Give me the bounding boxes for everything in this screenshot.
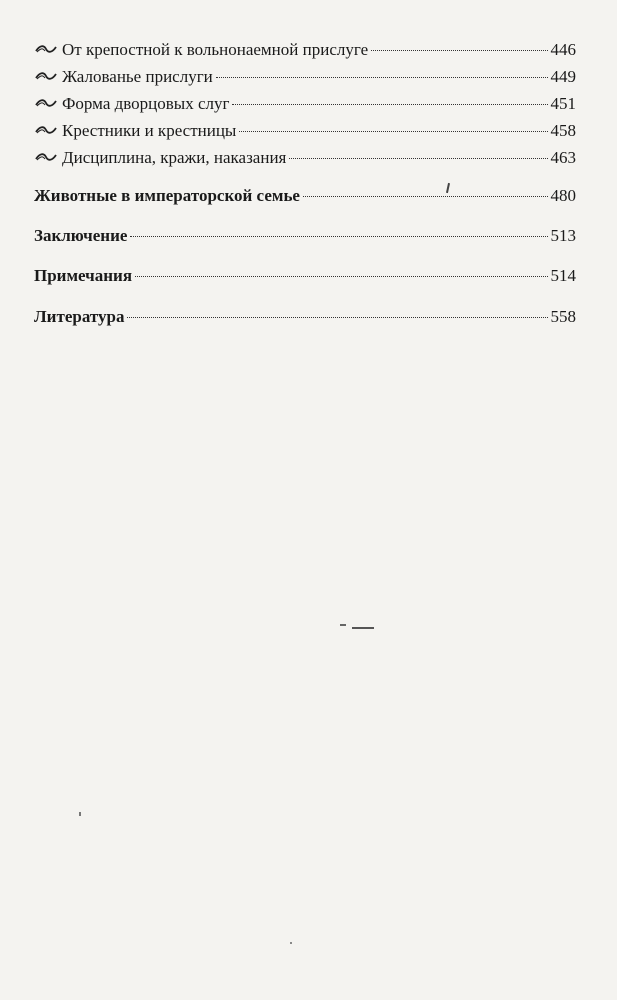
toc-entry-title: Примечания bbox=[34, 266, 133, 285]
ornamental-swash-icon bbox=[34, 124, 58, 136]
toc-sub-entry bbox=[34, 36, 576, 63]
scan-speck bbox=[290, 942, 292, 944]
toc-page-number: 449 bbox=[550, 67, 576, 86]
dot-leader bbox=[303, 196, 548, 197]
dot-leader bbox=[371, 50, 547, 51]
toc-sub-entry bbox=[34, 144, 576, 171]
ornamental-swash-icon bbox=[34, 70, 58, 82]
dot-leader bbox=[127, 317, 547, 318]
toc-major-entry bbox=[34, 225, 576, 247]
toc-page-number: 451 bbox=[550, 94, 576, 113]
ornamental-swash-icon bbox=[34, 97, 58, 109]
toc-major-entry bbox=[34, 306, 576, 328]
toc-entry-title: Жалованье прислуги bbox=[62, 67, 213, 86]
toc-page-number: 446 bbox=[550, 40, 576, 59]
toc-sub-entry bbox=[34, 90, 576, 117]
toc-entry-title: Форма дворцовых слуг bbox=[62, 94, 230, 113]
toc-entry-title: Животные в императорской семье bbox=[34, 186, 300, 205]
dot-leader bbox=[130, 236, 547, 237]
toc-entry-label bbox=[34, 36, 368, 63]
toc-entry-title: Заключение bbox=[34, 226, 128, 245]
dot-leader bbox=[239, 131, 547, 132]
toc-page-number: 480 bbox=[550, 186, 576, 205]
dot-leader bbox=[289, 158, 547, 159]
table-of-contents bbox=[34, 36, 576, 328]
toc-entry-label bbox=[34, 63, 213, 90]
dot-leader bbox=[135, 276, 547, 277]
toc-entry-title: Дисциплина, кражи, наказания bbox=[62, 148, 287, 167]
dot-leader bbox=[232, 104, 547, 105]
toc-entry-label bbox=[34, 144, 286, 171]
toc-page-number: 558 bbox=[550, 307, 576, 326]
ornamental-swash-icon bbox=[34, 43, 58, 55]
toc-sub-entry bbox=[34, 117, 576, 144]
scan-speck bbox=[79, 812, 81, 816]
toc-entry-label bbox=[34, 117, 236, 144]
toc-entry-title: От крепостной к вольнонаемной прислуге bbox=[62, 40, 369, 59]
scan-speck bbox=[352, 627, 374, 629]
toc-page-number: 513 bbox=[550, 226, 576, 245]
scan-speck bbox=[340, 624, 346, 626]
toc-page-number: 458 bbox=[550, 121, 576, 140]
toc-entry-label bbox=[34, 90, 229, 117]
toc-entry-title: Литература bbox=[34, 307, 125, 326]
toc-page-number: 514 bbox=[550, 266, 576, 285]
toc-entry-title: Крестники и крестницы bbox=[62, 121, 237, 140]
toc-major-entry bbox=[34, 185, 576, 207]
toc-page-number: 463 bbox=[550, 148, 576, 167]
dot-leader bbox=[216, 77, 548, 78]
ornamental-swash-icon bbox=[34, 151, 58, 163]
toc-sub-entry bbox=[34, 63, 576, 90]
toc-major-entry bbox=[34, 265, 576, 287]
